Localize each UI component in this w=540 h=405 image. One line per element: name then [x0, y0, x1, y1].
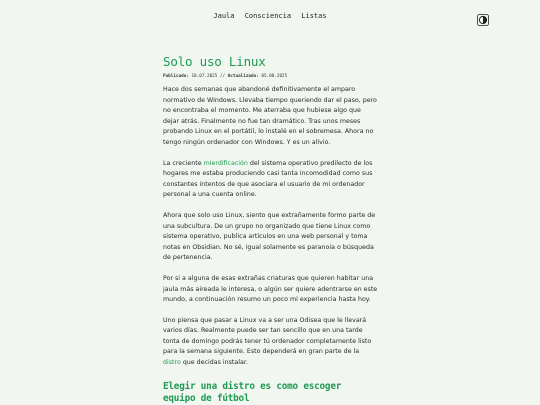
- published-date: 10.07.2025: [191, 74, 218, 79]
- nav-link-consciencia[interactable]: Consciencia: [244, 12, 292, 20]
- section-heading: Elegir una distro es como escoger equipo de fútbol: [163, 380, 342, 405]
- nav-link-listas[interactable]: Listas: [301, 12, 327, 20]
- paragraph: Ahora que solo uso Linux, siento que extrañamente formo parte de una subcultura. De un grupo no organizado que tiene Linux como sistema operativo, publica artículos en una web personal y toma notas en Obsidian. No sé, igual solamente es paranoia o búsqueda de pertenencia.: [163, 211, 376, 262]
- date-separator: //: [219, 74, 226, 79]
- link-distro[interactable]: distro: [163, 359, 181, 367]
- paragraph: Hace dos semanas que abandoné definitivamente el amparo normativo de Windows. Llevaba tiempo queriendo dar el paso, pero no encontraba el momento. Me aterraba que hubiese algo que dejar atrás. Finalmente no fue tan dramático. Tras unos meses probando Linux en el portátil, lo instalé en el sobremesa. Ahora no tengo ningún ordenador con Windows. Y es un alivio.: [163, 86, 377, 146]
- paragraph: Por si a alguna de esas extrañas criaturas que quieren habitar una jaula más aireada le interesa, o algún ser quiere adentrarse en este mundo, a continuación resumo un poco mi experiencia hasta hoy.: [163, 274, 378, 304]
- updated-date: 05.08.2025: [261, 74, 288, 79]
- published-label: Publicado:: [163, 74, 189, 79]
- top-navigation: [0, 12, 540, 20]
- paragraph: La creciente mierdificación del sistema operativo predilecto de los hogares me estaba produciendo casi tanta incomodidad como sus constantes intentos de que asociara el usuario de mi ordenador personal a una cuenta online.: [163, 159, 373, 199]
- article-dates: [163, 73, 378, 80]
- theme-toggle-button[interactable]: [477, 11, 489, 23]
- article-title: Solo uso Linux: [163, 54, 266, 69]
- link-mierdificacion[interactable]: mierdificación: [203, 159, 248, 167]
- updated-label: Actualizado:: [227, 74, 259, 79]
- article-body: [163, 85, 378, 405]
- half-circle-contrast-icon: [477, 14, 489, 26]
- blog-article: [163, 54, 378, 405]
- nav-link-jaula[interactable]: Jaula: [213, 12, 235, 20]
- paragraph: Uno piensa que pasar a Linux va a ser una Odisea que le llevará varios días. Realmente puede ser tan sencillo que en una tarde tonta de domingo podrás tener tú ordenador completamente listo para la semana siguiente. Esto dependerá en gran parte de la distro que decidas instalar.: [163, 316, 372, 367]
